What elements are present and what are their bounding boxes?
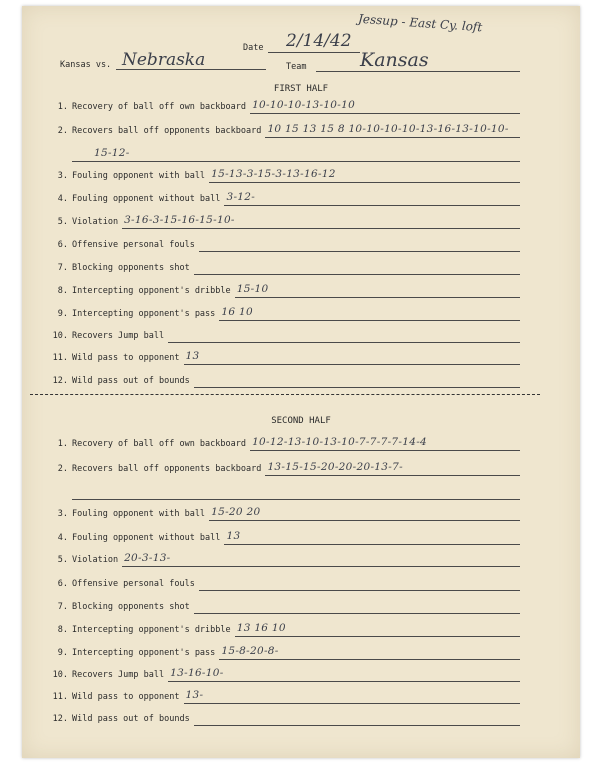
handwritten-answer: 10 15 13 15 8 10-10-10-10-13-16-13-10-10- <box>267 123 509 135</box>
first-item-10 <box>22 331 580 345</box>
answer-line <box>219 320 520 321</box>
half-divider <box>30 394 540 395</box>
opponent-value: Nebraska <box>122 50 206 70</box>
answer-line <box>184 703 520 704</box>
item-label: Recovery of ball off own backboard <box>72 439 246 449</box>
item-number: 4. <box>57 533 68 543</box>
first-item-6 <box>22 240 580 254</box>
handwritten-answer: 13 16 10 <box>236 622 286 634</box>
item-label: Recovery of ball off own backboard <box>72 102 246 112</box>
handwritten-continuation: 15-12- <box>94 147 130 159</box>
item-label: Offensive personal fouls <box>72 579 195 589</box>
handwritten-answer: 13 <box>185 350 200 362</box>
second-item-11 <box>22 689 580 706</box>
handwritten-answer: 20-3-13- <box>124 552 171 564</box>
first-item-11 <box>22 350 580 367</box>
first-item-5 <box>22 214 580 231</box>
answer-line <box>122 228 520 229</box>
second-item-1 <box>22 436 580 453</box>
date-value: 2/14/42 <box>286 31 352 51</box>
answer-line <box>265 137 520 138</box>
handwritten-answer: 13-16-10- <box>170 667 224 679</box>
item-label: Wild pass to opponent <box>72 353 180 363</box>
item-label: Wild pass out of bounds <box>72 376 190 386</box>
item-label: Intercepting opponent's dribble <box>72 286 231 296</box>
item-label: Blocking opponents shot <box>72 602 190 612</box>
first-half-title: FIRST HALF <box>273 84 329 94</box>
item-number: 10. <box>52 331 68 341</box>
first-item-4 <box>22 191 580 208</box>
answer-line <box>224 205 520 206</box>
item-label: Intercepting opponent's dribble <box>72 625 231 635</box>
item-number: 6. <box>57 579 68 589</box>
item-number: 4. <box>57 194 68 204</box>
item-number: 9. <box>57 648 68 658</box>
item-number: 7. <box>57 602 68 612</box>
second-item-2-continuation <box>22 488 580 502</box>
second-item-4 <box>22 530 580 547</box>
item-number: 9. <box>57 309 68 319</box>
second-half-title: SECOND HALF <box>271 416 331 426</box>
item-label: Fouling opponent without ball <box>72 533 221 543</box>
answer-line <box>219 659 520 660</box>
handwritten-answer: 16 10 <box>221 306 253 318</box>
item-label: Blocking opponents shot <box>72 263 190 273</box>
item-number: 11. <box>52 692 68 702</box>
item-number: 8. <box>57 286 68 296</box>
item-number: 5. <box>57 217 68 227</box>
second-item-2 <box>22 461 580 478</box>
item-number: 8. <box>57 625 68 635</box>
item-label: Recovers ball off opponents backboard <box>72 464 262 474</box>
answer-line <box>209 182 520 183</box>
second-item-12 <box>22 714 580 728</box>
answer-line <box>250 450 520 451</box>
answer-line <box>194 613 520 614</box>
handwritten-answer: 3-12- <box>226 191 256 203</box>
answer-line <box>168 342 520 343</box>
item-label: Fouling opponent without ball <box>72 194 221 204</box>
item-label: Wild pass to opponent <box>72 692 180 702</box>
first-item-9 <box>22 306 580 323</box>
item-number: 12. <box>52 714 68 724</box>
item-label: Intercepting opponent's pass <box>72 309 216 319</box>
first-item-2 <box>22 123 580 140</box>
item-label: Wild pass out of bounds <box>72 714 190 724</box>
answer-line <box>209 520 520 521</box>
first-item-1 <box>22 99 580 116</box>
continuation-line <box>72 499 520 500</box>
item-label: Recovers Jump ball <box>72 331 165 341</box>
item-label: Fouling opponent with ball <box>72 509 206 519</box>
item-number: 5. <box>57 555 68 565</box>
team-label: Team <box>286 62 307 72</box>
first-item-8 <box>22 283 580 300</box>
handwritten-answer: 13-15-15-20-20-20-13-7- <box>267 461 403 473</box>
date-line <box>268 52 360 53</box>
continuation-line <box>72 161 520 162</box>
handwritten-answer: 15-10 <box>236 283 269 295</box>
first-item-12 <box>22 376 580 390</box>
item-number: 3. <box>57 509 68 519</box>
handwritten-answer: 15-8-20-8- <box>221 645 279 657</box>
answer-line <box>235 297 520 298</box>
answer-line <box>265 475 520 476</box>
first-item-7 <box>22 263 580 277</box>
answer-line <box>199 251 520 252</box>
item-number: 7. <box>57 263 68 273</box>
item-number: 6. <box>57 240 68 250</box>
answer-line <box>250 113 520 114</box>
scoresheet-paper <box>22 6 580 758</box>
handwritten-answer: 15-13-3-15-3-13-16-12 <box>211 168 336 180</box>
handwritten-answer: 13 <box>226 530 241 542</box>
item-label: Violation <box>72 555 119 565</box>
second-item-3 <box>22 506 580 523</box>
item-label: Recovers Jump ball <box>72 670 165 680</box>
item-number: 1. <box>57 102 68 112</box>
answer-line <box>199 590 520 591</box>
team-value: Kansas <box>360 49 429 71</box>
answer-line <box>194 725 520 726</box>
handwritten-answer: 15-20 20 <box>211 506 261 518</box>
item-label: Offensive personal fouls <box>72 240 195 250</box>
opponent-line <box>116 69 266 70</box>
item-label: Intercepting opponent's pass <box>72 648 216 658</box>
second-item-8 <box>22 622 580 639</box>
item-number: 1. <box>57 439 68 449</box>
second-item-7 <box>22 602 580 616</box>
item-number: 3. <box>57 171 68 181</box>
top-annotation: Jessup - East Cy. loft <box>357 11 483 35</box>
answer-line <box>184 364 520 365</box>
handwritten-answer: 10-10-10-13-10-10 <box>252 99 356 111</box>
handwritten-answer: 10-12-13-10-13-10-7-7-7-7-14-4 <box>252 436 428 448</box>
first-item-3 <box>22 168 580 185</box>
answer-line <box>194 387 520 388</box>
item-label: Recovers ball off opponents backboard <box>72 126 262 136</box>
handwritten-answer: 13- <box>185 689 204 701</box>
first-item-2-continuation <box>22 147 580 164</box>
item-number: 10. <box>52 670 68 680</box>
item-number: 12. <box>52 376 68 386</box>
second-item-5 <box>22 552 580 569</box>
item-label: Violation <box>72 217 119 227</box>
item-number: 2. <box>57 126 68 136</box>
second-item-9 <box>22 645 580 662</box>
handwritten-answer: 3-16-3-15-16-15-10- <box>124 214 235 226</box>
item-number: 11. <box>52 353 68 363</box>
second-item-10 <box>22 667 580 684</box>
answer-line <box>224 544 520 545</box>
answer-line <box>122 566 520 567</box>
answer-line <box>194 274 520 275</box>
item-label: Fouling opponent with ball <box>72 171 206 181</box>
item-number: 2. <box>57 464 68 474</box>
answer-line <box>235 636 520 637</box>
kansas-vs-label: Kansas vs. <box>60 60 112 70</box>
answer-line <box>168 681 520 682</box>
date-label: Date <box>243 43 264 53</box>
second-item-6 <box>22 579 580 593</box>
team-line <box>316 71 520 72</box>
